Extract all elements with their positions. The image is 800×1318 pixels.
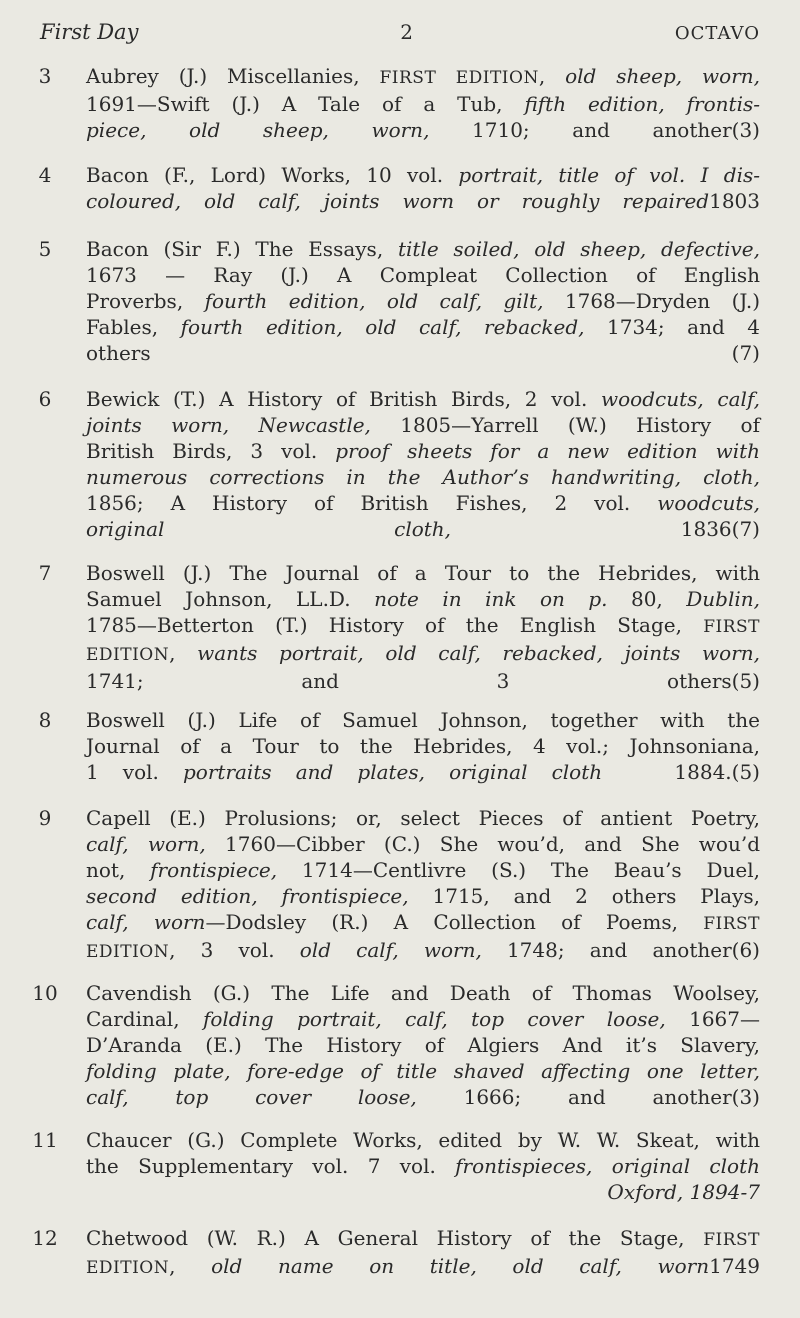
lot-ref: Oxford, 1894-7 [607,1180,760,1204]
lot-line: piece, old sheep, worn, 1710; and another [86,118,732,142]
lot-line: Boswell (J.) The Journal of a Tour to the Hebrides, with [86,561,760,585]
lot-number: 10 [32,981,58,1005]
lot-line: coloured, old calf, joints worn or roughly repaired [86,189,710,213]
lot-9 [40,805,760,965]
lot-7 [40,560,760,694]
lot-11 [32,1127,760,1205]
lot-4 [40,162,760,214]
lot-line: Proverbs, fourth edition, old calf, gilt, 1768—Dryden (J.) [86,289,760,313]
lot-ref: (5) [731,669,760,693]
lot-ref: 1749 [709,1254,760,1278]
lot-line: 1691—Swift (J.) A Tale of a Tub, fifth edition, frontis- [86,92,760,116]
lot-ref: (5) [731,760,760,784]
lot-line: EDITION, old name on title, old calf, worn [86,1254,710,1278]
lot-line: Chetwood (W. R.) A General History of the Stage, FIRST [86,1226,760,1250]
lot-number: 5 [38,237,52,261]
lot-ref: (7) [731,341,760,365]
lot-line: Bacon (F., Lord) Works, 10 vol. portrait, title of vol. I dis- [86,163,760,187]
lot-line: EDITION, wants portrait, old calf, rebacked, joints worn, [86,641,760,665]
lot-line: Boswell (J.) Life of Samuel Johnson, together with the [86,708,760,732]
lot-line: Capell (E.) Prolusions; or, select Pieces of antient Poetry, [86,806,760,830]
lot-line: D’Aranda (E.) The History of Algiers And it’s Slavery, [86,1033,760,1057]
lot-line: Cardinal, folding portrait, calf, top cover loose, 1667— [86,1007,760,1031]
lot-ref: (6) [731,938,760,962]
day-title: First Day [40,20,139,44]
page-header [40,20,760,50]
lot-10 [32,980,760,1110]
lot-line: numerous corrections in the Author’s handwriting, cloth, [86,465,760,489]
lot-number: 9 [38,806,52,830]
lot-line: Samuel Johnson, LL.D. note in ink on p. 80, Dublin, [86,587,760,611]
lot-line: joints worn, Newcastle, 1805—Yarrell (W.) History of [86,413,760,437]
lot-5 [40,236,760,366]
section-label: OCTAVO [674,23,760,44]
lot-line: Fables, fourth edition, old calf, rebacked, 1734; and 4 [86,315,760,339]
lot-8 [40,707,760,785]
lot-ref: (3) [731,118,760,142]
lot-line: the Supplementary vol. 7 vol. frontispieces, original cloth [86,1154,760,1178]
lot-line: 1785—Betterton (T.) History of the English Stage, FIRST [86,613,760,637]
lot-number: 8 [38,708,52,732]
lot-line: not, frontispiece, 1714—Centlivre (S.) The Beau’s Duel, [86,858,760,882]
lot-number: 7 [38,561,52,585]
lot-line: British Birds, 3 vol. proof sheets for a new edition with [86,439,761,463]
lot-line: Chaucer (G.) Complete Works, edited by W. W. Skeat, with [86,1128,760,1152]
lot-line: original cloth, 1836 [86,517,732,541]
lot-number: 12 [32,1226,58,1250]
lot-line: EDITION, 3 vol. old calf, worn, 1748; and another [86,938,732,962]
lot-line: calf, top cover loose, 1666; and another [86,1085,732,1109]
lot-line: others [86,341,151,365]
lot-line: calf, worn—Dodsley (R.) A Collection of Poems, FIRST [86,910,760,934]
lot-line: Aubrey (J.) Miscellanies, FIRST EDITION, old sheep, worn, [86,64,760,88]
lot-line: Bewick (T.) A History of British Birds, 2 vol. woodcuts, calf, [86,387,761,411]
lot-line: 1 vol. portraits and plates, original cloth 1884. [86,760,732,784]
page-number: 2 [400,20,414,44]
lot-line: 1741; and 3 others [86,669,732,693]
lot-number: 3 [38,64,52,88]
lot-3 [40,63,760,143]
lot-line: 1673 — Ray (J.) A Compleat Collection of English [86,263,760,287]
lot-ref: (7) [731,517,760,541]
lot-number: 11 [32,1128,58,1152]
lot-ref: 1803 [709,189,760,213]
lot-line: Bacon (Sir F.) The Essays, title soiled, old sheep, defective, [86,237,760,261]
lot-line: second edition, frontispiece, 1715, and 2 others Plays, [86,884,760,908]
lot-6 [40,386,760,542]
lot-line: Cavendish (G.) The Life and Death of Thomas Woolsey, [86,981,760,1005]
lot-12 [32,1225,760,1281]
lot-line: calf, worn, 1760—Cibber (C.) She wou’d, and She wou’d [86,832,760,856]
lot-number: 6 [38,387,52,411]
lot-number: 4 [38,163,52,187]
lot-ref: (3) [731,1085,760,1109]
lot-line: 1856; A History of British Fishes, 2 vol. woodcuts, [86,491,760,515]
lot-line: folding plate, fore-edge of title shaved affecting one letter, [86,1059,760,1083]
lot-line: Journal of a Tour to the Hebrides, 4 vol.; Johnsoniana, [86,734,760,758]
